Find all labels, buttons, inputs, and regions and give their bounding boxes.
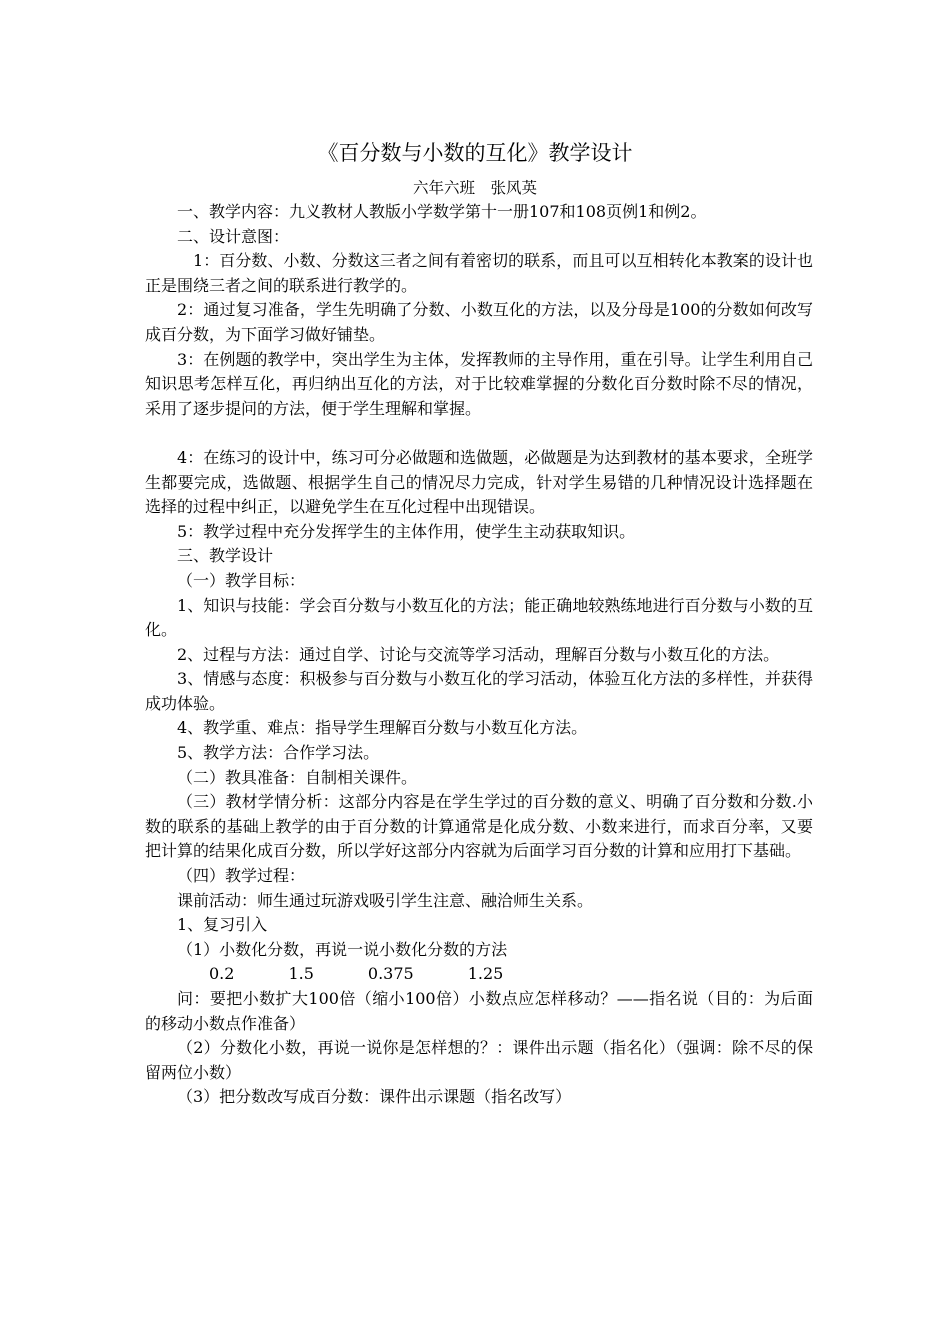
paragraph-review-3: （3）把分数改写成百分数：课件出示课题（指名改写） bbox=[177, 1087, 572, 1107]
paragraph-intent-4: 4：在练习的设计中，练习可分必做题和选做题，必做题是为达到教材的基本要求，全班学生都要完成，选做题、根据学生自己的情况尽力完成，针对学生易错的几种情况设计选择题在选择的过程中纠正，以避免学生在互化过程中出现错误。 bbox=[145, 447, 813, 517]
paragraph-objective-4: 4、教学重、难点：指导学生理解百分数与小数互化方法。 bbox=[177, 718, 588, 738]
paragraph-analysis: （三）教材学情分析：这部分内容是在学生学过的百分数的意义、明确了百分数和分数.小数的联系的基础上教学的由于百分数的计算通常是化成分数、小数来进行，而求百分率，又要把计算的结果化成百分数，所以学好这部分内容就为后面学习百分数的计算和应用打下基础。 bbox=[145, 792, 813, 861]
paragraph-teaching-design-heading: 三、教学设计 bbox=[177, 546, 274, 566]
paragraph-pre-class: 课前活动：师生通过玩游戏吸引学生注意、融洽师生关系。 bbox=[177, 890, 594, 910]
paragraph-objective-5: 5、教学方法：合作学习法。 bbox=[177, 743, 380, 763]
paragraph-review-2: （2）分数化小数，再说一说你是怎样想的？：课件出示题（指名化）（强调：除不尽的保留两位小数） bbox=[145, 1038, 813, 1082]
number-list bbox=[145, 962, 813, 987]
paragraph-intent-2: 2：通过复习准备，学生先明确了分数、小数互化的方法，以及分母是100的分数如何改写成百分数，为下面学习做好铺垫。 bbox=[145, 300, 813, 344]
paragraph-intent-1: 1：百分数、小数、分数这三者之间有着密切的联系，而且可以互相转化本教案的设计也正是围绕三者之间的联系进行教学的。 bbox=[145, 251, 813, 295]
document-title: 《百分数与小数的互化》教学设计 bbox=[317, 141, 633, 165]
document-body bbox=[145, 200, 813, 1110]
paragraph-design-intent-heading: 二、设计意图： bbox=[177, 226, 290, 246]
document-byline: 六年六班 张风英 bbox=[412, 179, 537, 197]
paragraph-teaching-content: 一、教学内容：九义教材人教版小学数学第十一册107和108页例1和例2。 bbox=[177, 202, 707, 221]
number-item: 1.25 bbox=[467, 964, 504, 984]
paragraph-process-heading: （四）教学过程： bbox=[177, 866, 306, 886]
paragraph-question: 问：要把小数扩大100倍（缩小100倍）小数点应怎样移动？——指名说（目的：为后面的移动小数点作准备） bbox=[145, 989, 813, 1033]
paragraph-objective-3: 3、情感与态度：积极参与百分数与小数互化的学习活动，体验互化方法的多样性，并获得成功体验。 bbox=[145, 669, 813, 713]
paragraph-review-1: （1）小数化分数，再说一说小数化分数的方法 bbox=[177, 939, 508, 959]
paragraph-objective-2: 2、过程与方法：通过自学、讨论与交流等学习活动，理解百分数与小数互化的方法。 bbox=[177, 644, 780, 664]
paragraph-intent-3: 3：在例题的教学中，突出学生为主体，发挥教师的主导作用，重在引导。让学生利用自己知识思考怎样互化，再归纳出互化的方法，对于比较难掌握的分数化百分数时除不尽的情况，采用了逐步提问的方法，便于学生理解和掌握。 bbox=[145, 349, 813, 418]
paragraph-objectives-heading: （一）教学目标： bbox=[177, 570, 306, 590]
blank-line bbox=[145, 421, 813, 446]
number-item: 0.2 bbox=[209, 964, 235, 984]
number-item: 0.375 bbox=[367, 964, 414, 984]
paragraph-intent-5: 5：教学过程中充分发挥学生的主体作用，使学生主动获取知识。 bbox=[177, 521, 636, 541]
number-item: 1.5 bbox=[288, 964, 314, 984]
paragraph-materials: （二）教具准备：自制相关课件。 bbox=[177, 767, 418, 787]
paragraph-review-heading: 1、复习引入 bbox=[177, 915, 268, 935]
paragraph-objective-1: 1、知识与技能：学会百分数与小数互化的方法；能正确地较熟练地进行百分数与小数的互化。 bbox=[145, 595, 813, 640]
